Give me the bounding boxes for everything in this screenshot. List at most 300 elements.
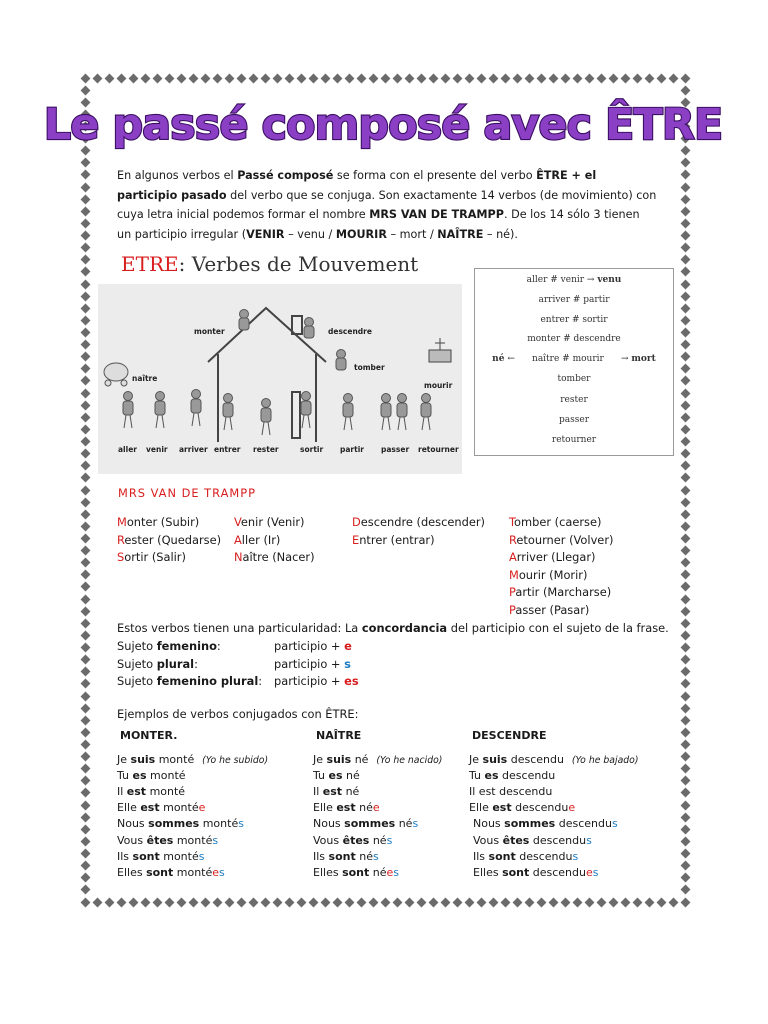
border-diamond <box>680 85 690 95</box>
border-diamond <box>476 73 486 83</box>
border-diamond <box>80 824 90 834</box>
agreement-subject: Sujeto femenino: <box>117 639 221 653</box>
border-diamond <box>80 388 90 398</box>
verb-pair-line: aller # venir → venu <box>526 275 622 285</box>
border-diamond <box>80 897 90 907</box>
conjugation-line: Nous sommes descendus <box>473 817 618 831</box>
border-diamond <box>80 364 90 374</box>
border-diamond <box>80 703 90 713</box>
border-diamond <box>272 897 282 907</box>
border-diamond <box>176 73 186 83</box>
conjugation-line: Je suis descendu (Yo he bajado) <box>469 753 639 766</box>
verb-pair-line: monter # descendre <box>527 334 621 344</box>
border-diamond <box>608 73 618 83</box>
border-diamond <box>80 740 90 750</box>
border-diamond <box>644 897 654 907</box>
border-diamond <box>80 85 90 95</box>
conjugation-line: Tu es monté <box>117 769 186 783</box>
border-diamond <box>320 897 330 907</box>
border-diamond <box>680 340 690 350</box>
border-diamond <box>332 897 342 907</box>
intro-bold: MRS VAN DE TRAMPP <box>369 208 504 221</box>
border-diamond <box>80 764 90 774</box>
border-diamond <box>680 764 690 774</box>
border-diamond <box>680 740 690 750</box>
border-diamond <box>680 352 690 362</box>
border-diamond <box>644 73 654 83</box>
conjugation-line: Nous sommes nés <box>313 817 419 831</box>
conjugation-line: Tu es né <box>313 769 360 783</box>
conjugation-line: Tu es descendu <box>469 769 556 783</box>
border-diamond <box>680 703 690 713</box>
border-diamond <box>680 267 690 277</box>
border-diamond <box>320 73 330 83</box>
border-diamond <box>380 897 390 907</box>
border-diamond <box>548 897 558 907</box>
border-diamond <box>596 73 606 83</box>
border-diamond <box>80 412 90 422</box>
border-diamond <box>392 897 402 907</box>
border-diamond <box>680 861 690 871</box>
mnemonic-verb: Retourner (Volver) <box>509 532 614 547</box>
border-diamond <box>356 897 366 907</box>
border-diamond <box>620 73 630 83</box>
border-diamond <box>272 73 282 83</box>
border-diamond <box>680 582 690 592</box>
intro-bold: NAÎTRE <box>437 227 484 241</box>
border-diamond <box>680 558 690 568</box>
border-diamond <box>632 73 642 83</box>
border-diamond <box>80 449 90 459</box>
border-diamond <box>104 897 114 907</box>
border-diamond <box>80 521 90 531</box>
border-diamond <box>680 449 690 459</box>
border-diamond <box>680 437 690 447</box>
border-diamond <box>128 897 138 907</box>
border-diamond <box>680 679 690 689</box>
border-diamond <box>260 73 270 83</box>
border-diamond <box>80 218 90 228</box>
border-diamond <box>80 776 90 786</box>
border-diamond <box>536 73 546 83</box>
conjugation-line: Je suis monté (Yo he subido) <box>117 753 269 766</box>
verb-pair-line: rester <box>560 395 588 405</box>
border-diamond <box>80 73 90 83</box>
border-diamond <box>80 558 90 568</box>
border-diamond <box>680 521 690 531</box>
border-diamond <box>680 873 690 883</box>
agreement-rule: participio + s <box>274 656 351 671</box>
border-diamond <box>416 897 426 907</box>
border-diamond <box>680 897 690 907</box>
verb-pair-line: passer <box>559 415 589 425</box>
border-diamond <box>80 376 90 386</box>
border-diamond <box>80 812 90 822</box>
person-figure <box>239 310 249 331</box>
intro-text: del verbo que se conjuga. Son exactamente 14 verbos (de movimiento) con cuya letra inicial podemos formar el nombre <box>117 188 657 221</box>
border-diamond <box>80 473 90 483</box>
border-diamond <box>632 897 642 907</box>
border-diamond <box>452 73 462 83</box>
label-arriver: arriver <box>179 445 208 454</box>
border-diamond <box>680 73 690 83</box>
border-diamond <box>80 655 90 665</box>
border-diamond <box>512 897 522 907</box>
border-diamond <box>488 897 498 907</box>
conjugation-line: Ils sont descendus <box>473 849 579 863</box>
conjugation-line: Elle est descendue <box>469 801 576 815</box>
example-column-heading: MONTER. <box>120 729 178 742</box>
border-diamond <box>452 897 462 907</box>
conjugation-line: Je suis né (Yo he nacido) <box>313 753 443 766</box>
border-diamond <box>80 752 90 762</box>
border-diamond <box>80 303 90 313</box>
intro-text: En algunos verbos el <box>117 169 238 182</box>
mnemonic-verb: Venir (Venir) <box>234 515 305 529</box>
border-diamond <box>680 618 690 628</box>
border-diamond <box>596 897 606 907</box>
border-diamond <box>680 255 690 265</box>
border-diamond <box>548 73 558 83</box>
conjugation-line: Elle est née <box>313 801 380 815</box>
verb-pairs-box <box>474 268 674 456</box>
border-diamond <box>680 836 690 846</box>
border-diamond <box>80 267 90 277</box>
agreement-rule: participio + es <box>274 674 359 688</box>
border-diamond <box>80 546 90 556</box>
border-diamond <box>680 388 690 398</box>
verbs-of-movement-illustration <box>96 250 464 476</box>
border-diamond <box>620 897 630 907</box>
border-diamond <box>344 73 354 83</box>
border-diamond <box>128 73 138 83</box>
border-diamond <box>680 315 690 325</box>
border-diamond <box>200 897 210 907</box>
mnemonic-verb: Sortir (Salir) <box>117 550 186 565</box>
border-diamond <box>680 303 690 313</box>
intro-text: se forma con el presente del verbo <box>333 169 537 182</box>
border-diamond <box>476 897 486 907</box>
border-diamond <box>224 73 234 83</box>
border-diamond <box>404 897 414 907</box>
border-diamond <box>680 485 690 495</box>
border-diamond <box>680 461 690 471</box>
mnemonic-verb: Monter (Subir) <box>117 515 200 529</box>
mnemonic-verb: Tomber (caerse) <box>509 515 602 529</box>
border-diamond <box>680 643 690 653</box>
border-diamond <box>680 691 690 701</box>
border-diamond <box>344 897 354 907</box>
border-diamond <box>80 836 90 846</box>
agreement-rule: participio + e <box>274 639 352 653</box>
border-diamond <box>680 218 690 228</box>
border-diamond <box>284 897 294 907</box>
border-diamond <box>680 594 690 604</box>
border-diamond <box>80 582 90 592</box>
verb-pair-line: arriver # partir <box>538 295 610 305</box>
border-diamond <box>488 73 498 83</box>
mnemonic-verb: Naître (Nacer) <box>234 550 315 565</box>
border-diamond <box>116 897 126 907</box>
border-diamond <box>140 897 150 907</box>
verb-pair-line: né ← naître # mourir → mort <box>492 354 656 364</box>
intro-bold: MOURIR <box>335 227 387 241</box>
border-diamond <box>80 618 90 628</box>
mnemonic-verb: Descendre (descender) <box>352 515 485 529</box>
mnemonic-heading: MRS VAN DE TRAMPP <box>118 486 256 500</box>
border-diamond <box>80 437 90 447</box>
border-diamond <box>80 340 90 350</box>
border-diamond <box>668 897 678 907</box>
examples-intro: Ejemplos de verbos conjugados con ÊTRE: <box>117 707 359 721</box>
border-diamond <box>392 73 402 83</box>
border-diamond <box>80 243 90 253</box>
border-diamond <box>680 776 690 786</box>
border-diamond <box>224 897 234 907</box>
border-diamond <box>236 897 246 907</box>
mnemonic-verb: Mourir (Morir) <box>509 567 588 582</box>
border-diamond <box>584 897 594 907</box>
border-diamond <box>212 897 222 907</box>
border-diamond <box>308 897 318 907</box>
border-diamond <box>428 897 438 907</box>
border-diamond <box>404 73 414 83</box>
verb-pair-line: retourner <box>551 435 597 445</box>
border-diamond <box>680 182 690 192</box>
border-diamond <box>80 630 90 640</box>
border-diamond <box>680 158 690 168</box>
border-diamond <box>200 73 210 83</box>
illustration-heading: ETRE: Verbes de Mouvement <box>121 252 419 276</box>
border-diamond <box>680 788 690 798</box>
verb-pair-line: entrer # sortir <box>540 315 608 325</box>
page-title-text: Le passé composé avec ÊTRE <box>43 100 723 150</box>
intro-text: – né). <box>483 227 518 241</box>
border-diamond <box>80 255 90 265</box>
border-diamond <box>296 897 306 907</box>
border-diamond <box>80 570 90 580</box>
border-diamond <box>416 73 426 83</box>
border-diamond <box>80 485 90 495</box>
mnemonic-verb: Partir (Marcharse) <box>509 585 612 600</box>
border-diamond <box>680 630 690 640</box>
border-diamond <box>572 897 582 907</box>
conjugation-line: Elles sont descendues <box>473 865 599 879</box>
border-diamond <box>80 594 90 604</box>
label-descendre: descendre <box>328 327 372 336</box>
intro-text: – venu / <box>284 227 336 241</box>
border-diamond <box>680 534 690 544</box>
conjugation-line: Ils sont nés <box>313 849 379 863</box>
border-diamond <box>500 73 510 83</box>
border-diamond <box>80 182 90 192</box>
border-diamond <box>680 412 690 422</box>
border-diamond <box>680 279 690 289</box>
border-diamond <box>668 73 678 83</box>
border-diamond <box>608 897 618 907</box>
border-diamond <box>680 727 690 737</box>
border-diamond <box>80 534 90 544</box>
border-diamond <box>680 170 690 180</box>
border-diamond <box>680 824 690 834</box>
conjugation-line: Il est descendu <box>469 785 553 799</box>
border-diamond <box>92 897 102 907</box>
label-tomber: tomber <box>354 363 385 372</box>
border-diamond <box>680 206 690 216</box>
border-diamond <box>164 897 174 907</box>
border-diamond <box>236 73 246 83</box>
label-retourner: retourner <box>418 445 459 454</box>
border-diamond <box>188 897 198 907</box>
border-diamond <box>188 73 198 83</box>
page-title <box>43 94 723 154</box>
agreement-intro: Estos verbos tienen una particularidad: La concordancia del participio con el sujeto de la frase. <box>117 621 669 635</box>
border-diamond <box>80 400 90 410</box>
border-diamond <box>80 497 90 507</box>
border-diamond <box>680 400 690 410</box>
border-diamond <box>80 315 90 325</box>
mnemonic-verb: Aller (Ir) <box>234 532 281 547</box>
border-diamond <box>368 897 378 907</box>
border-diamond <box>656 73 666 83</box>
border-diamond <box>680 667 690 677</box>
border-diamond <box>680 424 690 434</box>
conjugation-line: Ils sont montés <box>117 849 205 863</box>
border-diamond <box>512 73 522 83</box>
border-diamond <box>680 364 690 374</box>
border-diamond <box>260 897 270 907</box>
agreement-subject: Sujeto femenino plural: <box>117 674 263 688</box>
border-diamond <box>80 667 90 677</box>
border-diamond <box>680 715 690 725</box>
border-diamond <box>680 655 690 665</box>
intro-paragraph <box>117 166 657 244</box>
label-aller: aller <box>118 445 137 454</box>
conjugation-line: Vous êtes nés <box>313 833 393 847</box>
border-diamond <box>680 497 690 507</box>
conjugation-line: Vous êtes descendus <box>473 833 592 847</box>
border-diamond <box>80 606 90 616</box>
border-diamond <box>80 679 90 689</box>
border-diamond <box>680 546 690 556</box>
border-diamond <box>92 73 102 83</box>
border-diamond <box>584 73 594 83</box>
border-diamond <box>560 897 570 907</box>
border-diamond <box>80 788 90 798</box>
mnemonic-verb: Entrer (entrar) <box>352 532 435 547</box>
border-diamond <box>152 897 162 907</box>
border-diamond <box>80 873 90 883</box>
intro-bold: Passé composé <box>237 169 334 182</box>
border-diamond <box>80 885 90 895</box>
border-diamond <box>680 291 690 301</box>
label-venir: venir <box>146 445 168 454</box>
border-diamond <box>464 73 474 83</box>
border-diamond <box>380 73 390 83</box>
border-diamond <box>368 73 378 83</box>
border-diamond <box>80 279 90 289</box>
border-diamond <box>308 73 318 83</box>
border-diamond <box>680 812 690 822</box>
border-diamond <box>80 691 90 701</box>
conjugation-line: Elles sont montées <box>117 865 225 879</box>
conjugation-line: Elles sont nées <box>313 865 400 879</box>
border-diamond <box>440 897 450 907</box>
conjugation-line: Il est né <box>313 785 360 799</box>
border-diamond <box>440 73 450 83</box>
border-diamond <box>536 897 546 907</box>
border-diamond <box>680 473 690 483</box>
border-diamond <box>680 606 690 616</box>
intro-bold: VENIR <box>246 227 285 241</box>
border-diamond <box>116 73 126 83</box>
conjugation-line: Elle est montée <box>117 801 206 815</box>
border-diamond <box>164 73 174 83</box>
border-diamond <box>680 231 690 241</box>
agreement-subject: Sujeto plural: <box>117 656 198 671</box>
border-diamond <box>80 461 90 471</box>
mnemonic-verb: Arriver (Llegar) <box>509 550 596 565</box>
border-diamond <box>680 243 690 253</box>
label-naitre: naître <box>132 374 158 383</box>
border-diamond <box>80 328 90 338</box>
intro-text: – mort / <box>386 227 438 241</box>
example-column-heading: DESCENDRE <box>472 729 547 742</box>
border-diamond <box>212 73 222 83</box>
person-figure <box>336 350 346 371</box>
border-diamond <box>80 509 90 519</box>
intro-bold: ÊTRE + el participio pasado <box>117 169 597 202</box>
border-diamond <box>80 727 90 737</box>
border-diamond <box>248 73 258 83</box>
border-diamond <box>680 849 690 859</box>
border-diamond <box>80 194 90 204</box>
border-diamond <box>80 424 90 434</box>
border-diamond <box>80 206 90 216</box>
border-diamond <box>656 897 666 907</box>
border-diamond <box>680 570 690 580</box>
label-partir: partir <box>340 445 364 454</box>
mnemonic-verb: Passer (Pasar) <box>509 603 590 617</box>
border-diamond <box>680 752 690 762</box>
border-diamond <box>560 73 570 83</box>
border-diamond <box>80 849 90 859</box>
border-diamond <box>80 352 90 362</box>
conjugation-line: Nous sommes montés <box>117 817 244 831</box>
border-diamond <box>428 73 438 83</box>
border-diamond <box>284 73 294 83</box>
border-diamond <box>680 328 690 338</box>
border-diamond <box>152 73 162 83</box>
label-passer: passer <box>381 445 410 454</box>
border-diamond <box>296 73 306 83</box>
border-diamond <box>572 73 582 83</box>
mnemonic-verb: Rester (Quedarse) <box>117 532 222 547</box>
person-figure <box>304 318 314 339</box>
conjugation-line: Vous êtes montés <box>117 833 219 847</box>
border-diamond <box>80 158 90 168</box>
border-diamond <box>80 643 90 653</box>
border-diamond <box>140 73 150 83</box>
border-diamond <box>332 73 342 83</box>
border-diamond <box>524 897 534 907</box>
border-diamond <box>176 897 186 907</box>
border-diamond <box>80 861 90 871</box>
label-entrer: entrer <box>214 445 241 454</box>
label-monter: monter <box>194 327 225 336</box>
border-diamond <box>80 800 90 810</box>
label-sortir: sortir <box>300 445 324 454</box>
